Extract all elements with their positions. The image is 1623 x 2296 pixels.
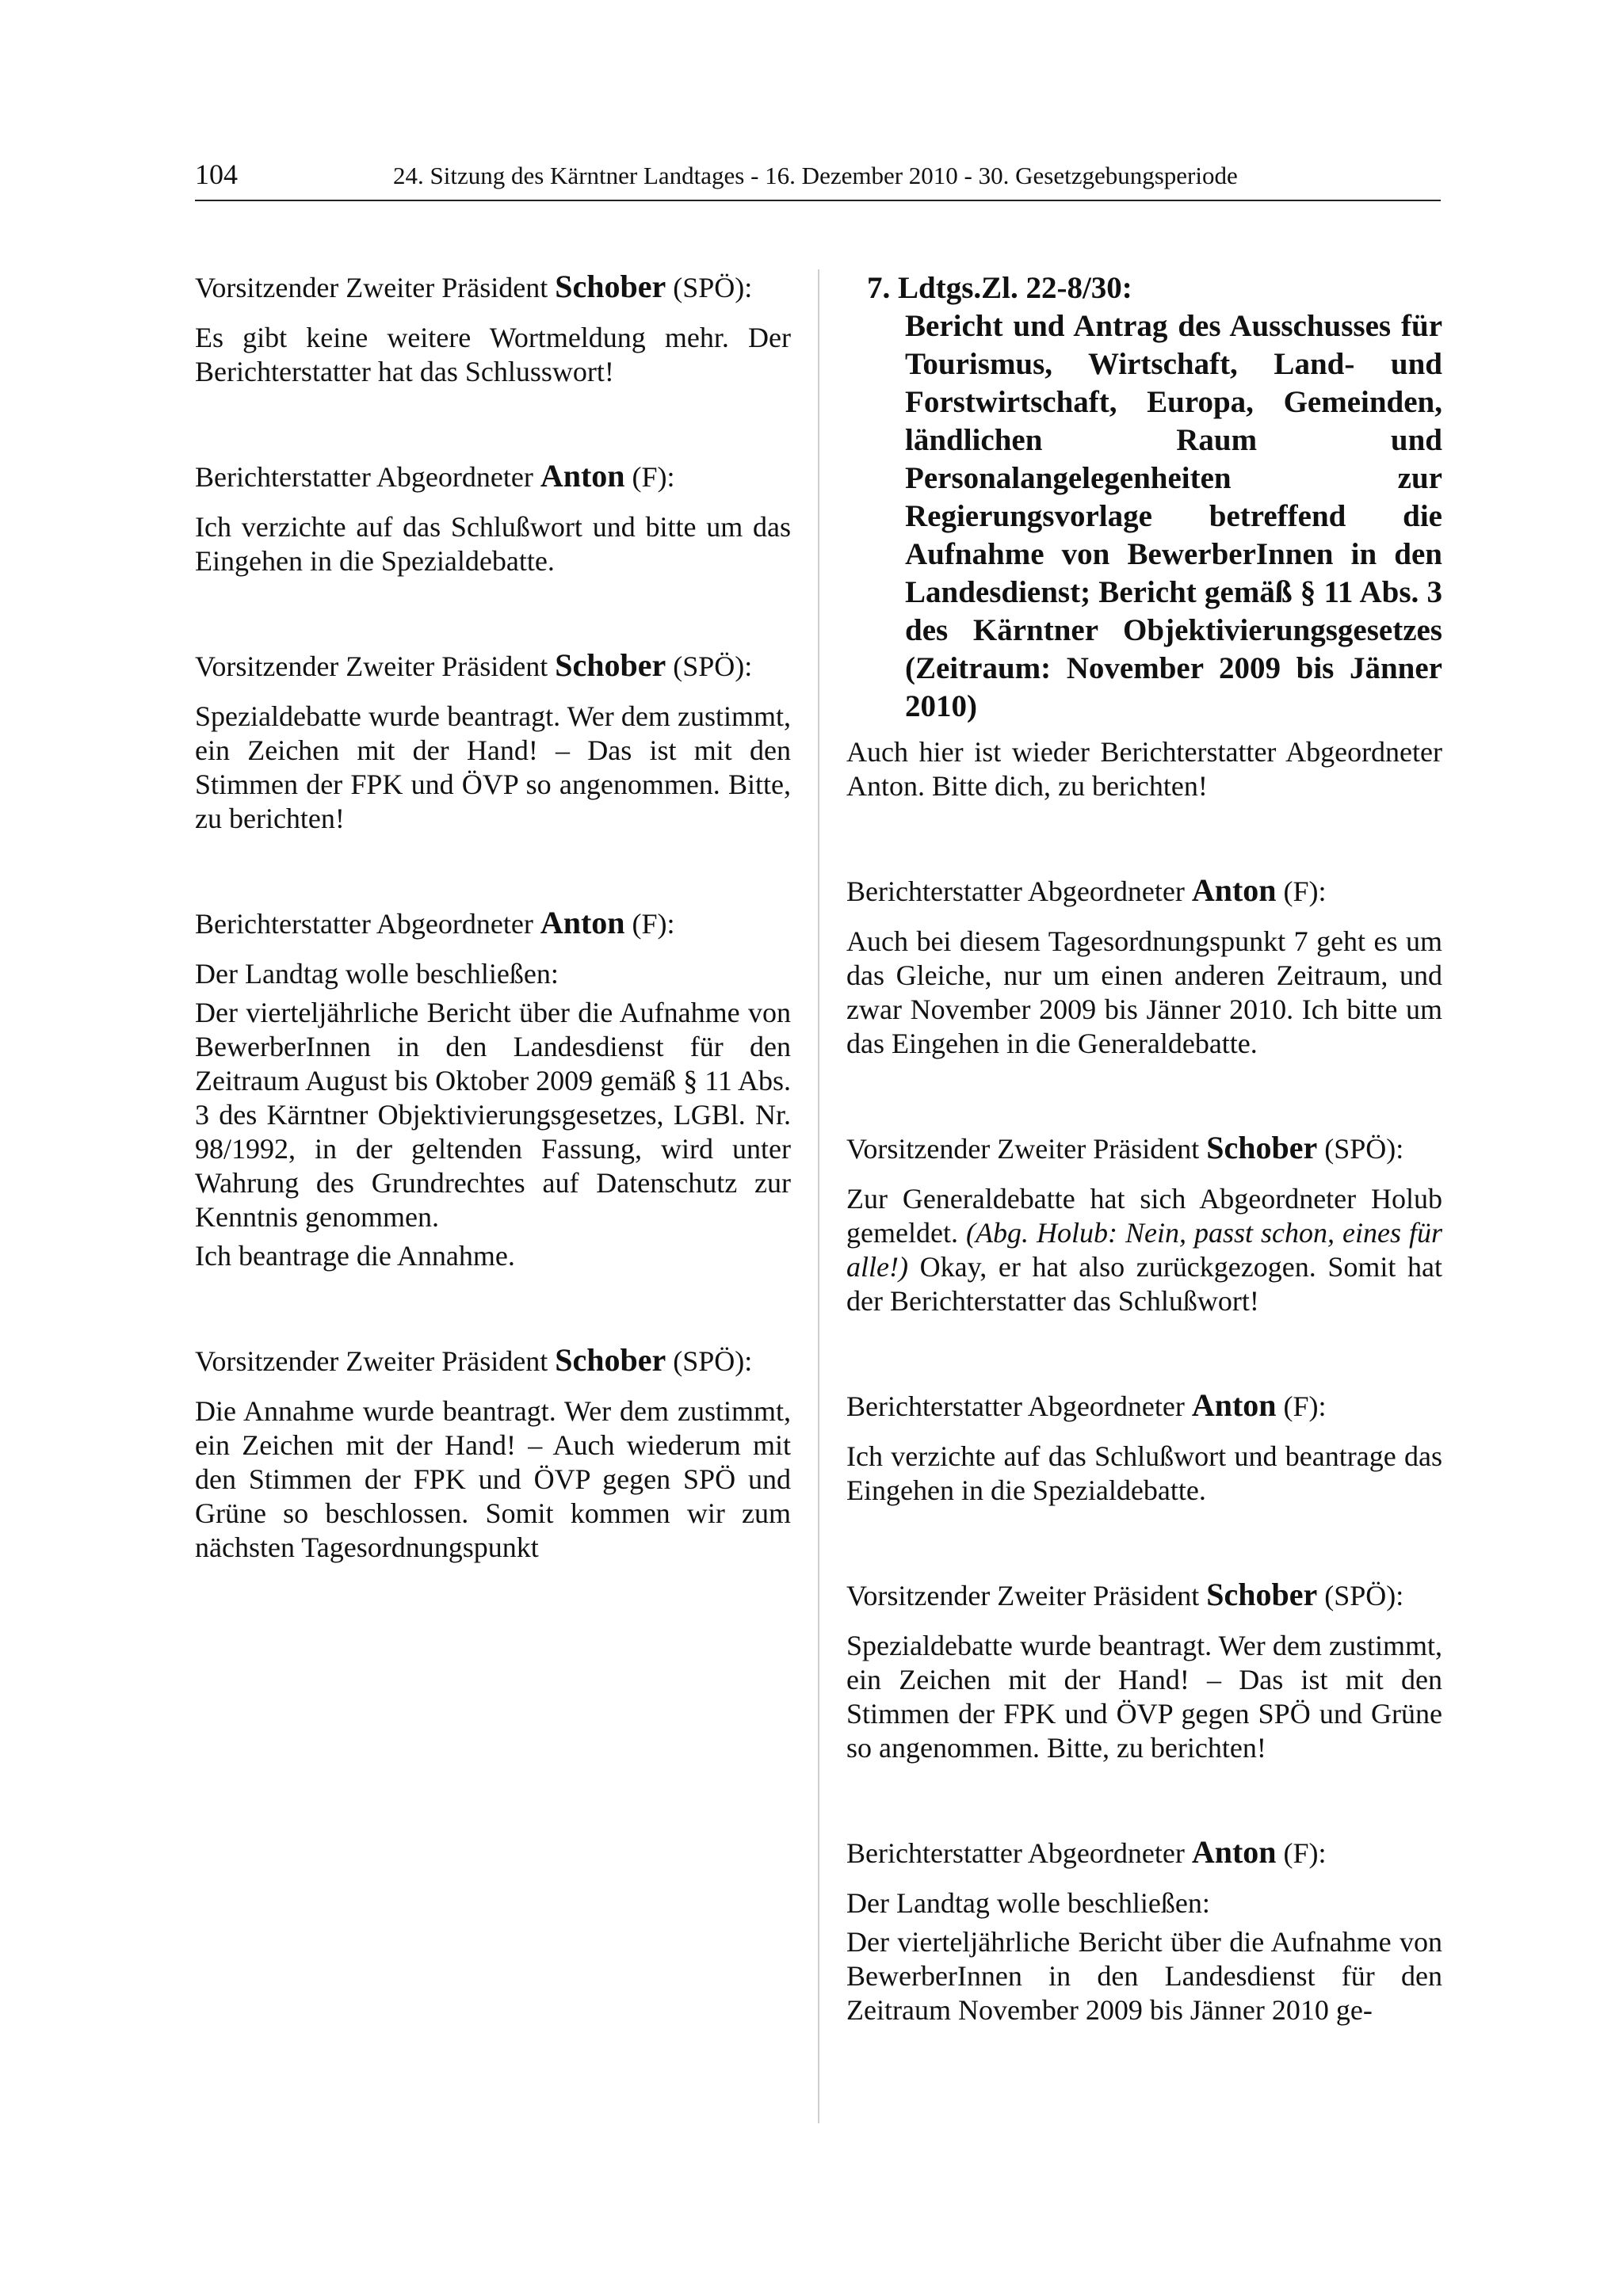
speaker-line-rapporteur: Berichterstatter Abgeordneter Anton (F): [846,1834,1327,1870]
speaker-line-rapporteur: Berichterstatter Abgeordneter Anton (F): [195,458,675,494]
speaker-line-chair: Vorsitzender Zweiter Präsident Schober (SPÖ): [846,1577,1404,1612]
speaker-line-chair: Vorsitzender Zweiter Präsident Schober (SPÖ): [195,647,753,683]
speech-paragraph: Ich verzichte auf das Schlußwort und bitte um das Eingehen in die Spezialdebatte. [195,511,791,577]
speech-paragraph: Es gibt keine weitere Wortmeldung mehr. Der Berichterstatter hat das Schlusswort! [195,322,791,387]
speech-paragraph: Auch hier ist wieder Berichterstatter Abgeordneter Anton. Bitte dich, zu berichten! [846,736,1442,802]
speech-paragraph: Die Annahme wurde beantragt. Wer dem zustimmt, ein Zeichen mit der Hand! – Auch wiederum mit den Stimmen der FPK und ÖVP gegen SPÖ und Grüne so beschlossen. Somit kommen wir zum nächsten Tagesordnungspunkt [195,1395,791,1563]
speech-paragraph: Der vierteljährliche Bericht über die Aufnahme von BewerberInnen in den Landesdienst für den Zeitraum August bis Oktober 2009 gemäß § 11 Abs. 3 des Kärntner Objektivierungsgesetzes, LGBl. Nr. 98/1992, in der geltenden Fassung, wird unter Wahrung des Grundrechtes auf Datenschutz zur Kenntnis genommen. [195,997,791,1233]
interjection: (Abg. Holub: Nein, passt schon, eines für alle!) [846,1217,1442,1283]
speaker-line-chair: Vorsitzender Zweiter Präsident Schober (SPÖ): [846,1130,1404,1165]
speech-paragraph: Spezialdebatte wurde beantragt. Wer dem zustimmt, ein Zeichen mit der Hand! – Das ist mit den Stimmen der FPK und ÖVP so angenommen. Bitte, zu berichten! [195,700,791,834]
speech-paragraph: Der Landtag wolle beschließen: [846,1887,1210,1919]
speaker-line-rapporteur: Berichterstatter Abgeordneter Anton (F): [846,1387,1327,1423]
speech-paragraph: Spezialdebatte wurde beantragt. Wer dem zustimmt, ein Zeichen mit der Hand! – Das ist mit den Stimmen der FPK und ÖVP gegen SPÖ und Grüne so angenommen. Bitte, zu berichten! [846,1630,1442,1764]
speech-paragraph: Auch bei diesem Tagesordnungspunkt 7 geht es um das Gleiche, nur um einen anderen Zeitraum, und zwar November 2009 bis Jänner 2010. Ich bitte um das Eingehen in die Generaldebatte. [846,925,1442,1059]
speaker-line-chair: Vorsitzender Zweiter Präsident Schober (SPÖ): [195,1342,753,1378]
agenda-item-number: 7. Ldtgs.Zl. 22-8/30: [867,271,1132,305]
speech-paragraph: Der vierteljährliche Bericht über die Aufnahme von BewerberInnen in den Landesdienst für den Zeitraum November 2009 bis Jänner 2010 ge- [846,1926,1442,2026]
page-number: 104 [195,158,238,190]
left-column [195,269,791,1569]
speaker-line-rapporteur: Berichterstatter Abgeordneter Anton (F): [846,872,1327,908]
speaker-line-rapporteur: Berichterstatter Abgeordneter Anton (F): [195,905,675,940]
agenda-item-heading [846,269,1442,726]
page-header [195,155,1441,201]
speech-paragraph: Ich beantrage die Annahme. [195,1240,515,1272]
column-divider [818,269,819,2123]
right-column [846,269,1442,2032]
speech-paragraph: Der Landtag wolle beschließen: [195,958,559,990]
agenda-item-title: Bericht und Antrag des Ausschusses für Tourismus, Wirtschaft, Land- und Forstwirtschaft, Europa, Gemeinden, ländlichen Raum und Personalangelegenheiten zur Regierungsvorlage betreffend die Aufnahme von BewerberInnen in den Landesdienst; Bericht gemäß § 11 Abs. 3 des Kärntner Objektivierungsgesetzes (Zeitraum: November 2009 bis Jänner 2010) [905,309,1442,723]
speaker-line-chair: Vorsitzender Zweiter Präsident Schober (SPÖ): [195,269,753,304]
speech-paragraph: Ich verzichte auf das Schlußwort und beantrage das Eingehen in die Spezialdebatte. [846,1440,1442,1506]
running-title: 24. Sitzung des Kärntner Landtages - 16. Dezember 2010 - 30. Gesetzgebungsperiode [393,162,1238,189]
speech-paragraph: Zur Generaldebatte hat sich Abgeordneter Holub gemeldet. (Abg. Holub: Nein, passt schon, eines für alle!) Okay, er hat also zurückgezogen. Somit hat der Berichterstatter das Schlußwort! [846,1183,1443,1317]
